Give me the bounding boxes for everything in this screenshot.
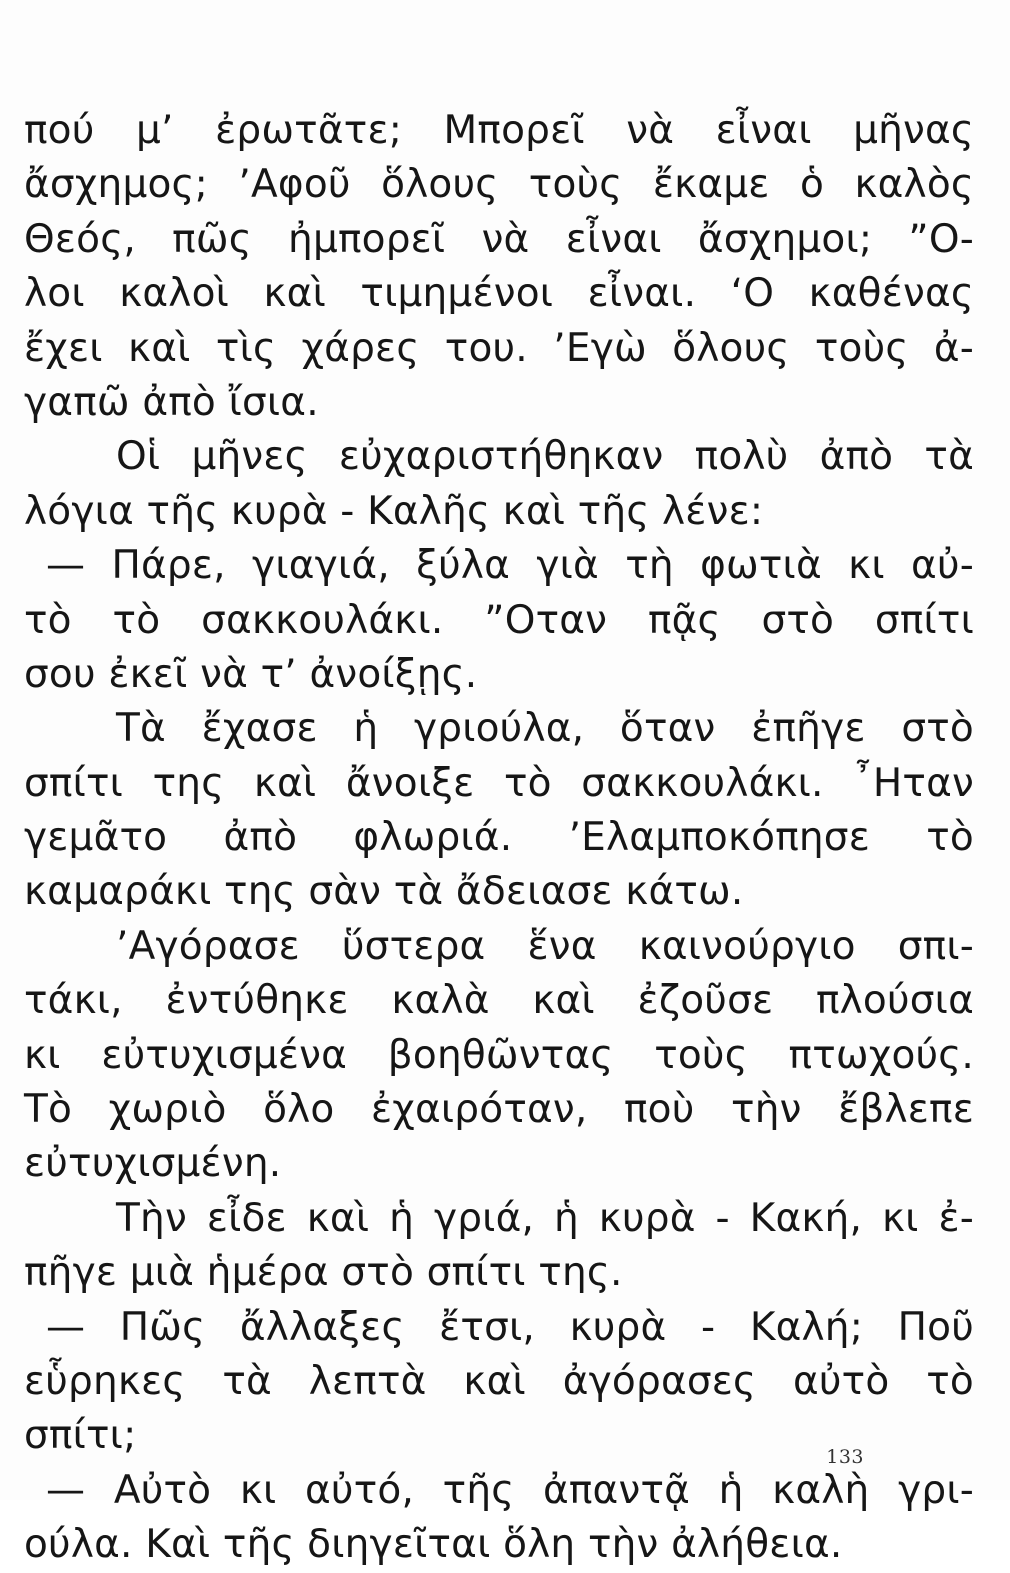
text-line: γαπῶ ἀπὸ ἴσια. (24, 379, 319, 425)
paragraph-start-line: ’Αγόρασε ὕστερα ἕνα καινούργιο σπι- (116, 923, 974, 969)
text-line: κι εὐτυχισμένα βοηθῶντας τοὺς πτωχούς. (24, 1032, 974, 1078)
text-line: πού μ’ ἐρωτᾶτε; Μπορεῖ νὰ εἶναι μῆνας (24, 108, 974, 153)
text-line: τάκι, ἐντύθηκε καλὰ καὶ ἐζοῦσε πλούσια (24, 978, 974, 1024)
text-line: Τὸ χωριὸ ὅλο ἐχαιρόταν, ποὺ τὴν ἔβλεπε (24, 1087, 974, 1133)
text-line: ἔχει καὶ τὶς χάρες του. ’Εγὼ ὅλους τοὺς ἀ- (24, 325, 974, 371)
dialogue-line: — Πάρε, γιαγιά, ξύλα γιὰ τὴ φωτιὰ κι αὐ- (46, 543, 974, 589)
dialogue-line: — Αὐτὸ κι αὐτό, τῆς ἀπαντᾷ ἡ καλὴ γρι- (46, 1467, 974, 1513)
text-line: λοι καλοὶ καὶ τιμημένοι εἶναι. ‘Ο καθένας (24, 271, 974, 317)
text-line: εὗρηκες τὰ λεπτὰ καὶ ἀγόρασες αὐτὸ τὸ (24, 1358, 974, 1404)
text-line: ἄσχημος; ’Αφοῦ ὅλους τοὺς ἔκαμε ὁ καλὸς (24, 162, 974, 208)
dialogue-line: — Πῶς ἄλλαξες ἔτσι, κυρὰ - Καλή; Ποῦ (46, 1304, 974, 1350)
text-line: σπίτι της καὶ ἄνοιξε τὸ σακκουλάκι. ῏Ηταν (24, 760, 974, 806)
text-line: καμαράκι της σὰν τὰ ἄδειασε κάτω. (24, 869, 744, 915)
text-line: σπίτι; (24, 1413, 137, 1459)
text-line: γεμᾶτο ἀπὸ φλωριά. ’Ελαμποκόπησε τὸ (24, 815, 974, 861)
text-line: ούλα. Καὶ τῆς διηγεῖται ὅλη τὴν ἀλήθεια. (24, 1522, 843, 1568)
page-number: 133 (826, 1446, 864, 1468)
text-line: Θεός, πῶς ἠμπορεῖ νὰ εἶναι ἄσχημοι; ”Ο- (24, 216, 974, 262)
body-text (24, 104, 974, 1573)
text-line: λόγια τῆς κυρὰ - Καλῆς καὶ τῆς λένε: (24, 488, 764, 534)
text-line: τὸ τὸ σακκουλάκι. ”Οταν πᾷς στὸ σπίτι (24, 597, 974, 643)
paragraph-start-line: Τὴν εἶδε καὶ ἡ γριά, ἡ κυρὰ - Κακή, κι ἐ- (116, 1195, 974, 1241)
text-line: σου ἐκεῖ νὰ τ’ ἀνοίξῃς. (24, 651, 478, 697)
text-line: εὐτυχισμένη. (24, 1141, 282, 1187)
paragraph-start-line: Οἱ μῆνες εὐχαριστήθηκαν πολὺ ἀπὸ τὰ (116, 434, 974, 480)
paragraph-start-line: Τὰ ἔχασε ἡ γριούλα, ὅταν ἐπῆγε στὸ (116, 706, 974, 752)
text-line: πῆγε μιὰ ἡμέρα στὸ σπίτι της. (24, 1250, 623, 1296)
